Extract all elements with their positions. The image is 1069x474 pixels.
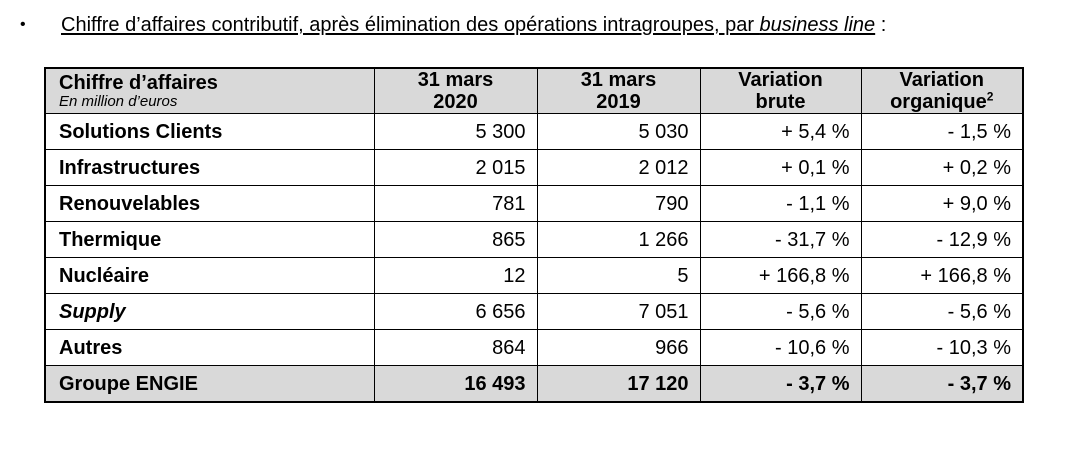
row-label: Renouvelables — [45, 186, 374, 222]
row-label: Infrastructures — [45, 150, 374, 186]
revenue-table — [44, 67, 1024, 403]
cell-2020: 2 015 — [374, 150, 537, 186]
total-row — [45, 366, 1023, 403]
cell-variation-brute: + 0,1 % — [700, 150, 861, 186]
cell-variation-organique: + 9,0 % — [861, 186, 1023, 222]
bullet-icon: • — [20, 16, 26, 33]
header-revenue-title: Chiffre d’affaires — [59, 72, 218, 94]
heading-text-italic: business line — [759, 14, 876, 36]
table-header-row — [45, 68, 1023, 114]
cell-variation-organique: + 166,8 % — [861, 258, 1023, 294]
cell-2020: 5 300 — [374, 114, 537, 150]
table-row — [45, 186, 1023, 222]
cell-variation-organique: - 12,9 % — [861, 222, 1023, 258]
heading-text-main: Chiffre d’affaires contributif, après élimination des opérations intragroupes, par — [61, 14, 760, 36]
table-row — [45, 150, 1023, 186]
header-organique-line1: Variation — [899, 69, 984, 91]
total-label: Groupe ENGIE — [45, 366, 374, 403]
table-row — [45, 114, 1023, 150]
cell-2020: 865 — [374, 222, 537, 258]
table-row — [45, 294, 1023, 330]
cell-2020: 781 — [374, 186, 537, 222]
cell-variation-organique: - 10,3 % — [861, 330, 1023, 366]
table-row — [45, 330, 1023, 366]
header-organique-text: organique — [890, 91, 987, 113]
cell-variation-brute: - 31,7 % — [700, 222, 861, 258]
header-2019-line1: 31 mars — [580, 69, 657, 91]
header-variation-organique — [861, 68, 1023, 114]
heading-text — [61, 14, 875, 36]
cell-variation-organique: - 5,6 % — [861, 294, 1023, 330]
total-variation-organique: - 3,7 % — [861, 366, 1023, 403]
header-organique-line2 — [873, 91, 1012, 113]
header-revenue-unit: En million d’euros — [59, 93, 178, 110]
cell-variation-brute: - 10,6 % — [700, 330, 861, 366]
cell-variation-organique: - 1,5 % — [861, 114, 1023, 150]
cell-2019: 7 051 — [537, 294, 700, 330]
total-2019: 17 120 — [537, 366, 700, 403]
footnote-marker: 2 — [986, 89, 994, 104]
cell-variation-organique: + 0,2 % — [861, 150, 1023, 186]
cell-2019: 5 030 — [537, 114, 700, 150]
header-2020-line1: 31 mars — [417, 69, 494, 91]
row-label: Thermique — [45, 222, 374, 258]
heading-text-tail: : — [875, 14, 887, 36]
header-brute-line2: brute — [755, 91, 806, 113]
cell-2020: 12 — [374, 258, 537, 294]
cell-2019: 2 012 — [537, 150, 700, 186]
section-heading — [20, 12, 886, 38]
header-2020-line2: 2020 — [433, 91, 478, 113]
cell-variation-brute: + 5,4 % — [700, 114, 861, 150]
row-label: Supply — [45, 294, 374, 330]
header-variation-brute — [700, 68, 861, 114]
row-label: Autres — [45, 330, 374, 366]
header-brute-line1: Variation — [738, 69, 823, 91]
cell-variation-brute: - 5,6 % — [700, 294, 861, 330]
cell-2019: 966 — [537, 330, 700, 366]
cell-variation-brute: + 166,8 % — [700, 258, 861, 294]
cell-2020: 864 — [374, 330, 537, 366]
table-row — [45, 222, 1023, 258]
cell-2019: 1 266 — [537, 222, 700, 258]
row-label: Solutions Clients — [45, 114, 374, 150]
total-2020: 16 493 — [374, 366, 537, 403]
cell-variation-brute: - 1,1 % — [700, 186, 861, 222]
cell-2019: 790 — [537, 186, 700, 222]
header-2019 — [537, 68, 700, 114]
header-2019-line2: 2019 — [596, 91, 641, 113]
header-revenue — [45, 68, 374, 114]
row-label: Nucléaire — [45, 258, 374, 294]
cell-2020: 6 656 — [374, 294, 537, 330]
table-row — [45, 258, 1023, 294]
total-variation-brute: - 3,7 % — [700, 366, 861, 403]
cell-2019: 5 — [537, 258, 700, 294]
header-2020 — [374, 68, 537, 114]
